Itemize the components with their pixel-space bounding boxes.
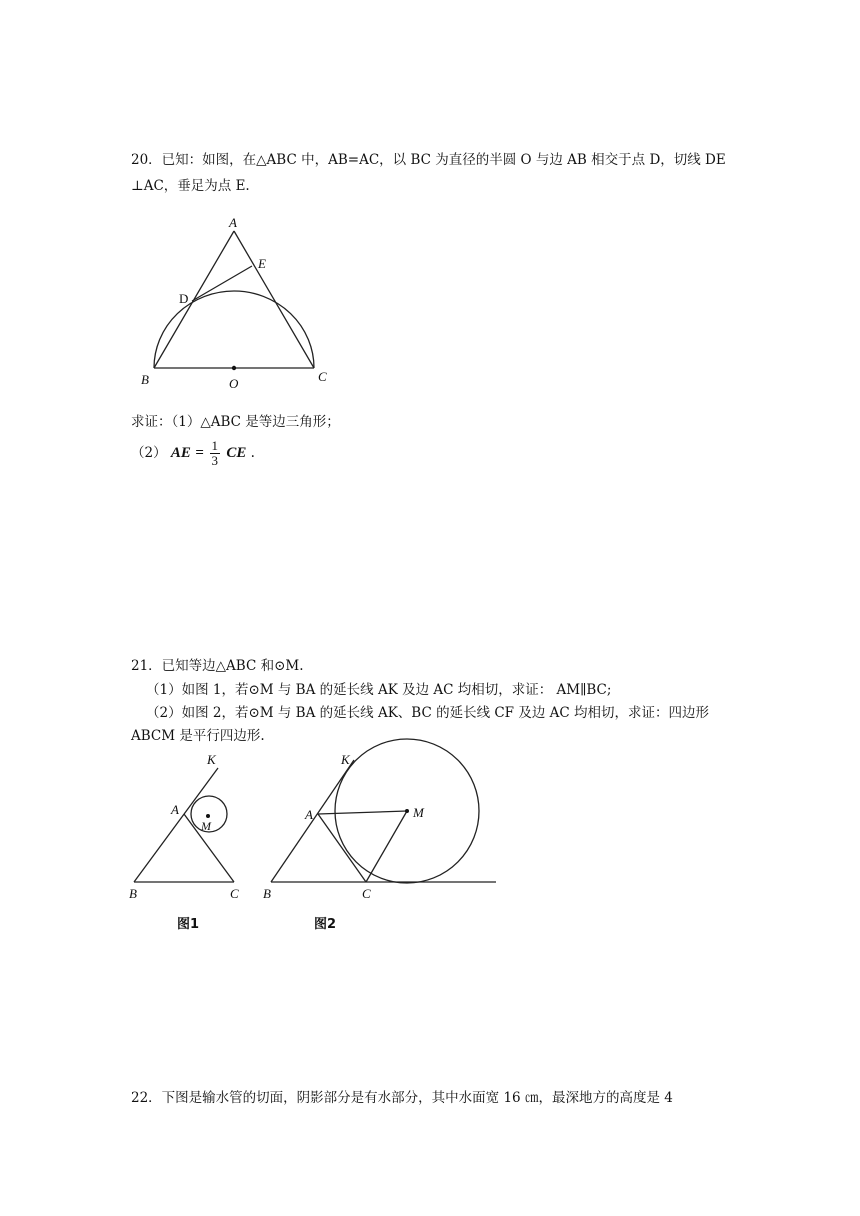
q22-text-line1: 22．下图是输水管的切面，阴影部分是有水部分，其中水面宽 16 ㎝，最深地方的高度是 4 (131, 1090, 673, 1106)
fig2-label-b: B (263, 886, 271, 901)
fig1-label-k: K (207, 752, 216, 767)
q20-text-line2: ⊥AC，垂足为点 E. (131, 178, 250, 194)
fig2-label-m: M (413, 805, 424, 820)
q21-text-line3: （2）如图 2，若⊙M 与 BA 的延长线 AK、BC 的延长线 CF 及边 AC 均相切，求证：四边形 (146, 705, 710, 721)
q20-prove-1: 求证：（1）△ABC 是等边三角形； (131, 414, 340, 430)
fig2-label-a: A (305, 807, 313, 822)
q20-prove-2-eq: = (195, 445, 208, 461)
q21-text-line4: ABCM 是平行四边形. (131, 728, 265, 744)
fig1-center-point (206, 814, 210, 818)
fig2-segment-cm (366, 811, 407, 882)
fig1-caption: 图1 (177, 917, 200, 932)
q20-text-line1: 20．已知：如图，在△ABC 中，AB=AC，以 BC 为直径的半圆 O 与边 AB 相交于点 D，切线 DE (131, 152, 726, 168)
q20-prove-2-rhs: CE (226, 445, 247, 461)
q20-prove-2-prefix: （2） (131, 445, 167, 461)
fig2-label-k: K (341, 752, 350, 767)
q20-prove-2-end: . (250, 445, 255, 461)
q20-label-o: O (229, 376, 239, 391)
fig1-label-c: C (230, 886, 239, 901)
fig2-center-point (405, 809, 409, 813)
fig2-segment-am (318, 811, 407, 814)
q20-fraction-den: 3 (211, 453, 219, 468)
fig2-caption: 图2 (314, 917, 337, 932)
fig2-side-ac (318, 814, 366, 882)
q21-text-line2: （1）如图 1，若⊙M 与 BA 的延长线 AK 及边 AC 均相切，求证： AM∥BC; (146, 682, 612, 698)
fig1-label-a: A (171, 802, 179, 817)
fig2-label-c: C (362, 886, 371, 901)
fig1-label-b: B (129, 886, 137, 901)
q20-prove-2-lhs: AE (170, 445, 191, 461)
q21-text-line1: 21．已知等边△ABC 和⊙M. (131, 658, 304, 674)
q20-label-d: D (179, 291, 189, 306)
q20-label-c: C (318, 369, 327, 384)
q20-fraction-num: 1 (211, 438, 219, 453)
fig1-label-m: M (201, 819, 211, 833)
q20-label-a: A (229, 215, 237, 230)
q20-label-e: E (258, 256, 266, 271)
q20-label-b: B (141, 372, 149, 387)
